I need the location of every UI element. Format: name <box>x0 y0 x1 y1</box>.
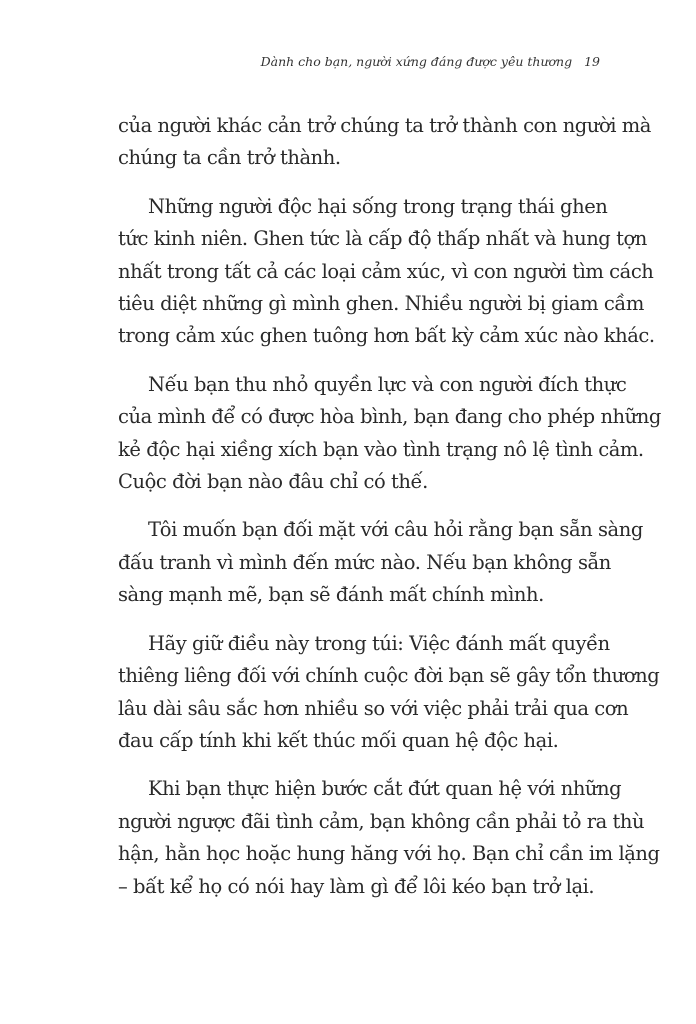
text-line: Khi bạn thực hiện bước cắt đứt quan hệ với những <box>148 777 622 801</box>
text-line: của người khác cản trở chúng ta trở thành con người mà <box>118 114 651 137</box>
page-number: 19 <box>584 54 600 69</box>
paragraph <box>118 110 651 175</box>
paragraph <box>118 773 660 903</box>
text-line: Cuộc đời bạn nào đâu chỉ có thế. <box>118 470 428 494</box>
text-line: hận, hằn học hoặc hung hăng với họ. Bạn chỉ cần im lặng <box>118 842 660 866</box>
text-line: thiêng liêng đối với chính cuộc đời bạn sẽ gây tổn thương <box>118 664 660 688</box>
text-line: đau cấp tính khi kết thúc mối quan hệ độc hại. <box>118 728 559 752</box>
running-title: Dành cho bạn, người xứng đáng được yêu thương <box>260 54 573 69</box>
paragraph <box>118 369 661 499</box>
text-line: Hãy giữ điều này trong túi: Việc đánh mất quyền <box>148 631 610 655</box>
text-line: Nếu bạn thu nhỏ quyền lực và con người đích thực <box>148 372 627 396</box>
text-line: tiêu diệt những gì mình ghen. Nhiều người bị giam cầm <box>118 292 644 316</box>
text-line: Tôi muốn bạn đối mặt với câu hỏi rằng bạn sẵn sàng <box>148 518 643 542</box>
page-body <box>118 110 661 919</box>
text-line: sàng mạnh mẽ, bạn sẽ đánh mất chính mình. <box>118 583 544 607</box>
text-line: đấu tranh vì mình đến mức nào. Nếu bạn không sẵn <box>118 550 611 574</box>
text-line: của mình để có được hòa bình, bạn đang cho phép những <box>118 405 661 429</box>
text-line: lâu dài sâu sắc hơn nhiều so với việc phải trải qua cơn <box>118 696 629 720</box>
text-line: người ngược đãi tình cảm, bạn không cần phải tỏ ra thù <box>118 809 645 833</box>
text-line: tức kinh niên. Ghen tức là cấp độ thấp nhất và hung tợn <box>118 227 647 251</box>
running-header <box>261 54 600 69</box>
text-line: chúng ta cần trở thành. <box>118 146 341 170</box>
text-line: trong cảm xúc ghen tuông hơn bất kỳ cảm xúc nào khác. <box>118 324 655 348</box>
paragraph <box>118 514 643 611</box>
paragraph <box>118 628 660 758</box>
paragraph <box>118 191 655 353</box>
text-line: – bất kể họ có nói hay làm gì để lôi kéo bạn trở lại. <box>118 874 595 898</box>
text-line: kẻ độc hại xiềng xích bạn vào tình trạng nô lệ tình cảm. <box>118 437 644 461</box>
text-line: nhất trong tất cả các loại cảm xúc, vì con người tìm cách <box>118 259 654 283</box>
text-line: Những người độc hại sống trong trạng thái ghen <box>148 194 608 218</box>
